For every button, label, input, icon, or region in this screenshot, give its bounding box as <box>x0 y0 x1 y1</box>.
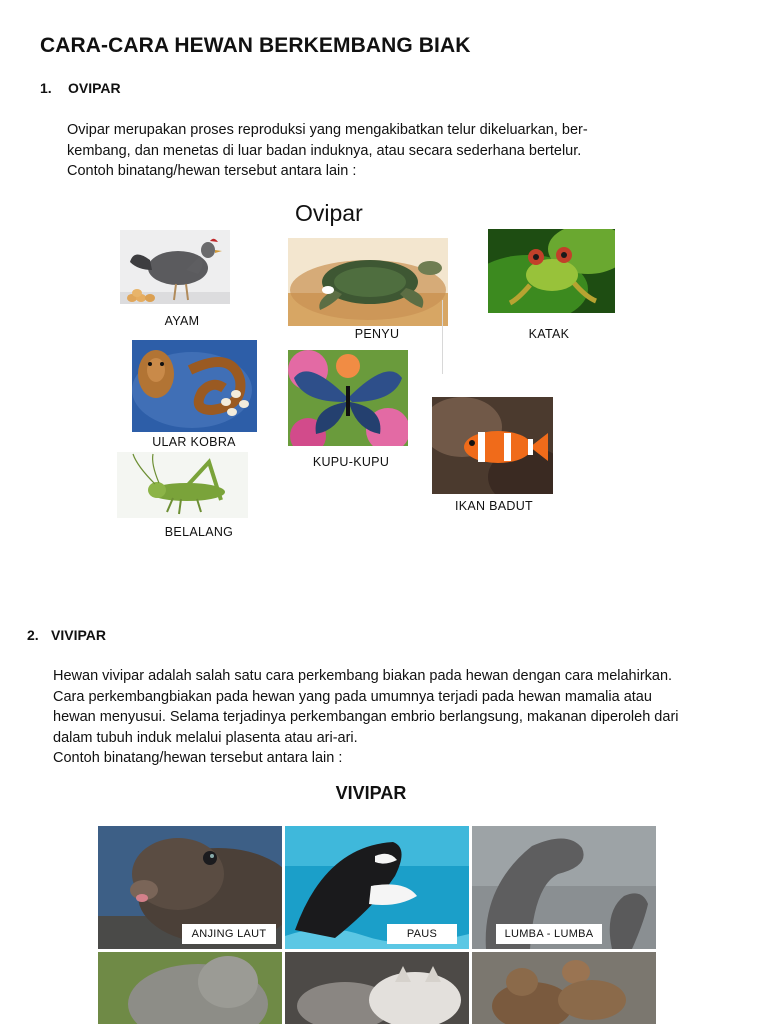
paragraph-line: hewan menyusui. Selama terjadinya perkembangan embrio berlangsung, makanan diperoleh dari <box>53 709 679 725</box>
cats-image <box>285 952 469 1024</box>
monkeys-image <box>472 952 656 1024</box>
section-number: 1. <box>40 80 52 96</box>
page-title: CARA-CARA HEWAN BERKEMBANG BIAK <box>40 34 471 57</box>
frog-image <box>488 229 615 313</box>
caption-ular-kobra: ULAR KOBRA <box>152 435 236 449</box>
paragraph-line: dalam tubuh induk melalui plasenta atau ari-ari. <box>53 729 358 746</box>
sea-lion-image <box>98 826 282 949</box>
caption-penyu: PENYU <box>354 327 400 341</box>
grid-label-paus: PAUS <box>387 924 457 944</box>
caption-ayam: AYAM <box>164 314 200 328</box>
paragraph-line: Ovipar merupakan proses reproduksi yang mengakibatkan telur dikeluarkan, ber- <box>67 122 588 138</box>
vivipar-figure-title: VIVIPAR <box>335 783 407 803</box>
paragraph-line: Contoh binatang/hewan tersebut antara lain : <box>53 750 343 766</box>
butterfly-image <box>288 350 408 446</box>
paragraph-line: Contoh binatang/hewan tersebut antara lain : <box>67 163 357 179</box>
paragraph-line: kembang, dan menetas di luar badan induknya, atau secara sederhana bertelur. <box>67 142 582 159</box>
cobra-image <box>132 340 257 432</box>
section-heading-vivipar <box>27 627 106 643</box>
paragraph-line: Hewan vivipar adalah salah satu cara perkembang biakan pada hewan dengan cara melahirkan. <box>53 668 673 684</box>
divider-line <box>442 300 443 374</box>
ovipar-description <box>67 120 707 182</box>
turtle-image <box>288 238 448 326</box>
caption-ikan-badut: IKAN BADUT <box>454 499 533 513</box>
section-heading-ovipar <box>40 80 121 96</box>
orca-image <box>285 826 469 949</box>
chicken-image <box>120 230 230 304</box>
vivipar-image-grid <box>98 826 656 1024</box>
section-heading-text: OVIPAR <box>68 80 121 96</box>
grasshopper-image <box>117 452 248 518</box>
elephant-image <box>98 952 282 1024</box>
caption-katak: KATAK <box>528 327 570 341</box>
caption-belalang: BELALANG <box>164 525 234 539</box>
section-number: 2. <box>27 627 39 643</box>
section-heading-text: VIVIPAR <box>51 627 106 643</box>
paragraph-line: Cara perkembangbiakan pada hewan yang pada umumnya terjadi pada hewan mamalia atau <box>53 688 652 705</box>
grid-label-lumba: LUMBA - LUMBA <box>496 924 602 944</box>
caption-kupu-kupu: KUPU-KUPU <box>312 455 390 469</box>
ovipar-figure-title: Ovipar <box>295 200 363 226</box>
vivipar-description <box>53 666 743 769</box>
grid-label-anjing-laut: ANJING LAUT <box>182 924 276 944</box>
clownfish-image <box>432 397 553 494</box>
dolphin-image <box>472 826 656 949</box>
